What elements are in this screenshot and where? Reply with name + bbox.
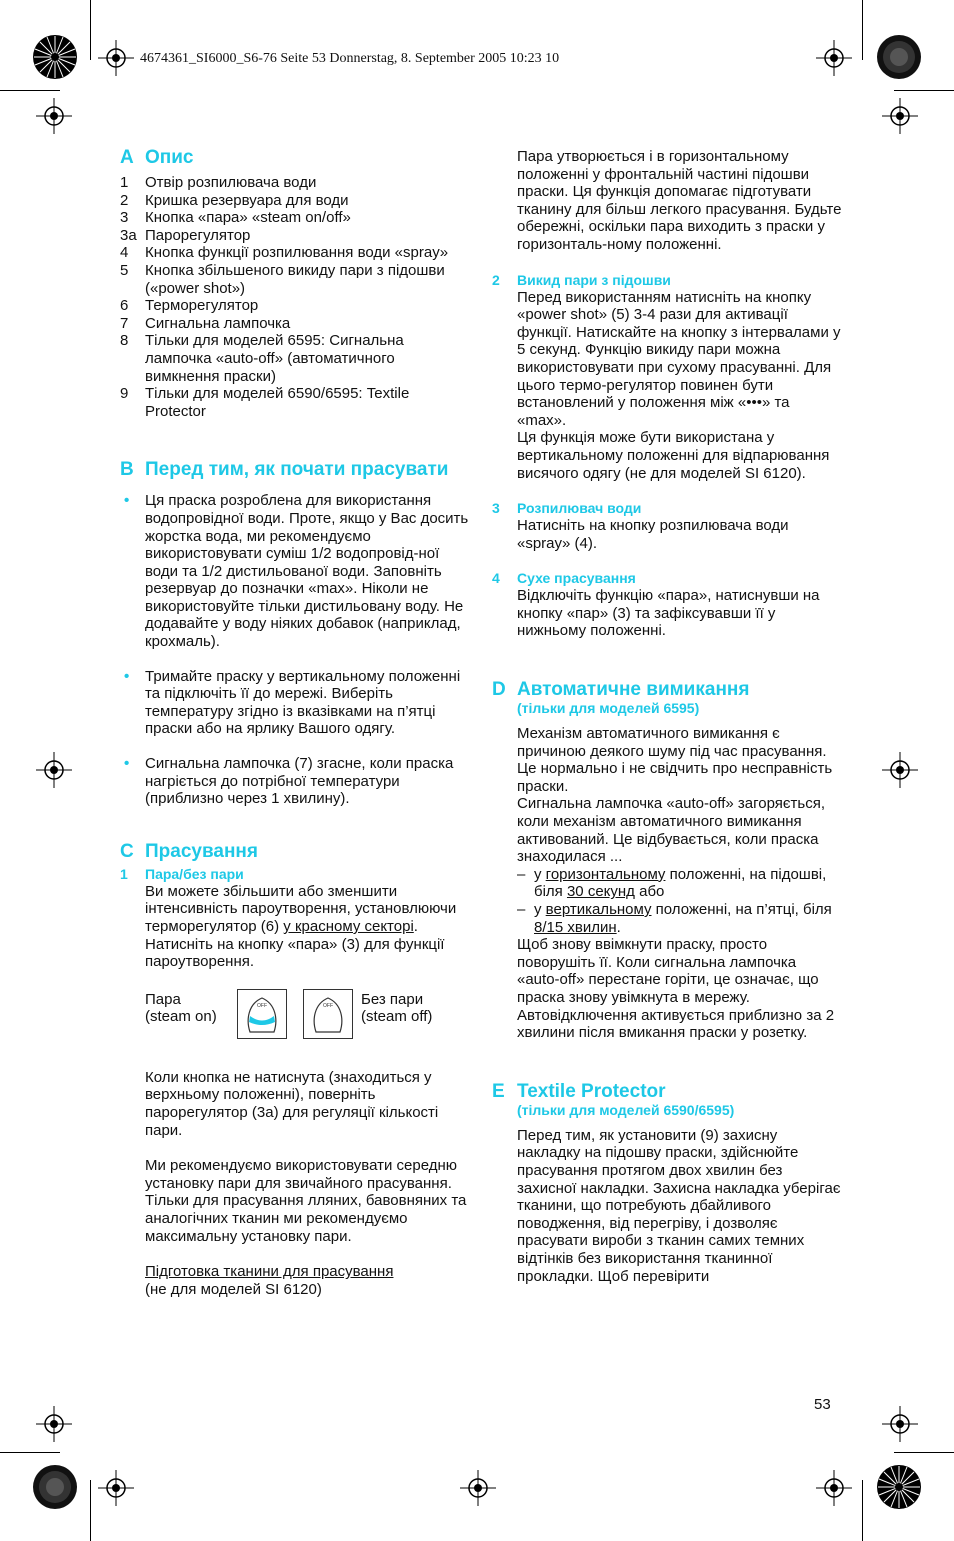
bullet-item: • Сигнальна лампочка (7) згасне, коли праска нагріється до потрібної температури (приблизно через 1 хвилину). — [124, 755, 454, 808]
paragraph: Перед тим, як установити (9) захисну накладку на підошву праски, здійснюйте прасування протягом двох хвилин без захисної накладки. Захисна накладка уберігає тканини, що потребують дбайливого поводження, від перегріву, і дозволяє прасувати вироби з тканин самих темних відтінків без використання тканинної прокладки. Щоб перевірити — [517, 1126, 841, 1285]
registration-mark-icon — [98, 40, 134, 76]
list-item: 1 Отвір розпилювача води — [120, 174, 317, 191]
registration-mark-icon — [816, 1470, 852, 1506]
list-item: 6 Терморегулятор — [120, 297, 259, 315]
trim-mark — [862, 1480, 863, 1541]
paragraph: Ви можете збільшити або зменшити інтенсивність пароутворення, установлюючи терморегулятор (6) у красному секторі. Натисніть на кнопку «пара» (3) для функції пароутворення. — [145, 882, 457, 971]
steam-on-icon — [237, 989, 287, 1039]
paragraph: Натисніть на кнопку розпилювача води «spray» (4). — [517, 517, 789, 552]
subsection-heading: 1 Пара/без пари — [120, 865, 244, 882]
subsection-heading: 4 Сухе прасування — [492, 570, 636, 587]
svg-text:OFF: OFF — [257, 1002, 267, 1009]
list-item: 9 Тільки для моделей 6590/6595: Textile Protector — [120, 385, 410, 420]
steam-off-icon — [303, 989, 353, 1039]
section-letter: C — [120, 840, 134, 862]
registration-mark-icon — [98, 1470, 134, 1506]
trim-mark — [90, 1480, 91, 1541]
trim-mark — [0, 90, 60, 91]
subsection-heading: 3 Розпилювач води — [492, 500, 642, 517]
parts-list — [120, 174, 470, 420]
paragraph: Ми рекомендуємо використовувати середню установку пари для звичайного прасування. Тільки для прасування лляних, бавовняних та аналогічних тканин ми рекомендуємо максимальну установку пари. — [145, 1157, 467, 1245]
trim-mark — [894, 1452, 954, 1453]
trim-mark — [90, 0, 91, 60]
steam-on-label: Пара (steam on) — [145, 990, 217, 1026]
subsection-title: Підготовка тканини для прасування — [145, 1263, 394, 1281]
registration-mark-icon — [816, 40, 852, 76]
bullet-item: • Ця праска розроблена для використання водопровідної води. Проте, якщо у Вас досить жорстка вода, ми рекомендуємо використовувати суміш 1/2 водопровід-ної води та 1/2 дистильованої води. Заповніть резервуар до позначки «max». Ніколи не використовуйте тільки дистильовану воду. Не додавайте у воду ніяких добавок (наприклад, крохмаль). — [124, 492, 469, 651]
list-item: 4 Кнопка функції розпилювання води «spray» — [120, 244, 449, 262]
paragraph: Пара утворюється і в горизонтальному положенні у фронтальній частині підошви праски. Ця функція допомагає підготувати тканину для більш легкого прасування. Будьте обережні, оскільки пара виходить з праски у горизонталь-ному положенні. — [517, 148, 842, 253]
steam-off-label: Без пари (steam off) — [361, 990, 433, 1026]
section-title: Прасування — [145, 840, 258, 862]
print-rosette-icon — [32, 1464, 78, 1510]
trim-mark — [862, 0, 863, 60]
print-rosette-icon — [876, 1464, 922, 1510]
section-b-heading — [120, 460, 470, 480]
section-d-heading — [492, 680, 842, 700]
paragraph: Сигнальна лампочка «auto-off» загоряється, коли механізм автоматичного вимикання активований. Це відбувається, коли праска знаходилася ... — [517, 795, 826, 866]
steam-illustration — [145, 989, 470, 1049]
section-title: Textile Protector — [517, 1080, 666, 1102]
print-rosette-icon — [876, 34, 922, 80]
paragraph: Коли кнопка не натиснута (знаходиться у верхньому положенні), поверніть парорегулятор (3а) для регуляції кількості пари. — [145, 1068, 439, 1139]
list-item: 8 Тільки для моделей 6595: Сигнальна лампочка «auto-off» (автоматичного вимкнення праски) — [120, 332, 404, 385]
registration-mark-icon — [882, 752, 918, 788]
section-a-heading — [120, 148, 470, 168]
section-title: Опис — [145, 147, 194, 168]
left-column — [120, 148, 470, 1298]
registration-mark-icon — [882, 1406, 918, 1442]
subsection-heading: 2 Викид пари з підошви — [492, 271, 671, 288]
section-letter: E — [492, 1080, 505, 1102]
section-letter: B — [120, 459, 134, 481]
section-subtitle: (тільки для моделей 6595) — [517, 700, 700, 717]
paragraph: Перед використанням натисніть на кнопку «power shot» (5) 3-4 рази для активації функції. Натискайте на кнопку з інтервалами у 5 секунд. Функцію викиду пари можна використовувати при сухому прасуванні. Для цього термо-регулятор повинен бути встановлений у положення між «•••» та «max». — [517, 288, 841, 429]
section-subtitle: (тільки для моделей 6590/6595) — [517, 1101, 735, 1118]
svg-text:OFF: OFF — [323, 1002, 333, 1009]
paragraph: Механізм автоматичного вимикання є причиною деякого шуму під час прасування. Це нормально і не свідчить про несправність праски. — [517, 725, 833, 795]
paragraph: Відключіть функцію «пара», натиснувши на кнопку «пар» (3) та зафіксувавши її у нижньому положенні. — [517, 587, 820, 640]
section-e-heading — [492, 1082, 842, 1102]
list-item: 5 Кнопка збільшеного викиду пари з підошви («power shot») — [120, 261, 445, 297]
section-letter: A — [120, 147, 134, 168]
list-item: 3 Кнопка «пара» «steam on/off» — [120, 209, 351, 227]
paragraph: (не для моделей SI 6120) — [145, 1280, 322, 1298]
section-title: Автоматичне вимикання — [517, 679, 750, 701]
registration-mark-icon — [36, 1406, 72, 1442]
trim-mark — [894, 90, 954, 91]
paragraph: Щоб знову ввімкнути праску, просто поворушіть її. Коли сигнальна лампочка «auto-off» перестане горіти, це означає, що праска знову увімкнута в мережу. Автовідключення активується приблизно за 2 хвилини після вмикання праски у розетку. — [517, 936, 835, 1042]
trim-mark — [0, 1452, 60, 1453]
registration-mark-icon — [882, 98, 918, 134]
registration-mark-icon — [36, 98, 72, 134]
section-c-heading — [120, 842, 470, 862]
dash-item: – у горизонтальному положенні, на підошві, біля 30 секунд або — [517, 865, 827, 901]
print-header: 4674361_SI6000_S6-76 Seite 53 Donnerstag, 8. September 2005 10:23 10 — [140, 51, 560, 66]
section-letter: D — [492, 679, 506, 701]
section-title: Перед тим, як почати прасувати — [145, 459, 449, 481]
dash-item: – у вертикальному положенні, на п’ятці, біля 8/15 хвилин. — [517, 901, 832, 936]
list-item: 7 Сигнальна лампочка — [120, 314, 291, 332]
print-rosette-icon — [32, 34, 78, 80]
bullet-item: • Тримайте праску у вертикальному положенні та підключіть її до мережі. Виберіть температуру згідно із вказівками на п’ятці праски або на ярлику Вашого одягу. — [124, 667, 461, 738]
page-number: 53 — [814, 1396, 831, 1413]
paragraph: Ця функція може бути використана у вертикальному положенні для відпарювання висячого одягу (не для моделей SI 6120). — [517, 429, 830, 482]
registration-mark-icon — [460, 1470, 496, 1506]
list-item: 3a Парорегулятор — [120, 226, 251, 244]
right-column — [492, 148, 842, 1285]
registration-mark-icon — [36, 752, 72, 788]
list-item: 2 Кришка резервуара для води — [120, 191, 349, 209]
